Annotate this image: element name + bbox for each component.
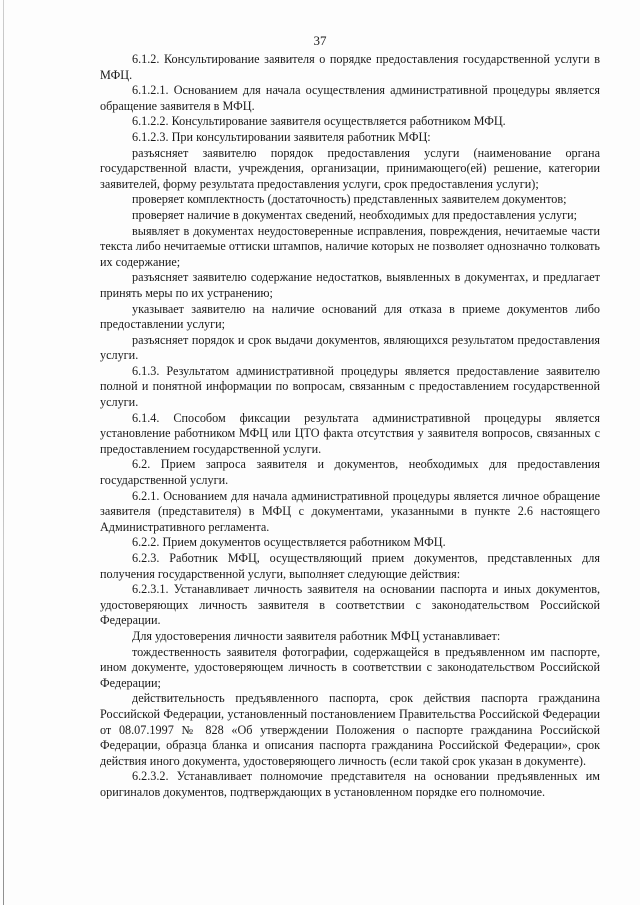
document-body xyxy=(100,52,600,801)
paragraph-6-2-3-2: 6.2.3.2. Устанавливает полномочие представителя на основании предъявленных им оригиналов документов, подтверждающих в установленном порядке его полномочие. xyxy=(100,769,600,799)
list-item-passport-validity: действительность предъявленного паспорта, срок действия паспорта гражданина Российской Федерации, установленный постановлением Правительства Российской Федерации от 08.07.1997 № 828 «Об утверждении Положения о паспорте гражданина Российской Федерации, образца бланка и описания паспорта гражданина Российской Федерации», срок действия иного документа, удостоверяющего личность (если такой срок указан в документе). xyxy=(100,691,600,768)
paragraph-6-2: 6.2. Прием запроса заявителя и документов, необходимых для предоставления государственной услуги. xyxy=(100,457,600,488)
list-item-refusal-grounds: указывает заявителю на наличие оснований для отказа в приеме документов либо предоставлении услуги; xyxy=(100,301,600,332)
paragraph-6-1-2: 6.1.2. Консультирование заявителя о порядке предоставления государственной услуги в МФЦ. xyxy=(100,52,600,82)
paragraph-6-1-2-2: 6.1.2.2. Консультирование заявителя осуществляется работником МФЦ. xyxy=(132,114,506,129)
list-item-explains-procedure: разъясняет заявителю порядок предоставления услуги (наименование органа государственной власти, учреждения, организации, принимающего(ей) решение, категории заявителей, форму результата предоставления услуги, срок предоставления услуги); xyxy=(100,145,600,191)
paragraph-6-1-4: 6.1.4. Способом фиксации результата административной процедуры является установление работником МФЦ или ЦТО факта отсутствия у заявителя вопросов, связанных с предоставлением государственной услуги. xyxy=(100,410,600,456)
list-item-checks-information: проверяет наличие в документах сведений, необходимых для предоставления услуги; xyxy=(132,207,578,222)
paragraph-6-2-1: 6.2.1. Основанием для начала административной процедуры является личное обращение заявителя (представителя) в МФЦ с документами, указанными в пункте 2.6 настоящего Административного регламента. xyxy=(100,488,600,534)
page-number: 37 xyxy=(313,33,327,48)
scan-edge-line xyxy=(3,0,4,905)
paragraph-identity-check-intro: Для удостоверения личности заявителя работник МФЦ устанавливает: xyxy=(132,628,501,643)
list-item-issuance-procedure: разъясняет порядок и срок выдачи документов, являющихся результатом предоставления услуги. xyxy=(100,332,600,363)
paragraph-6-2-2: 6.2.2. Прием документов осуществляется работником МФЦ. xyxy=(132,535,446,550)
list-item-explains-deficiencies: разъясняет заявителю содержание недостатков, выявленных в документах, и предлагает принять меры по их устранению; xyxy=(100,270,600,300)
list-item-photo-identity: тождественность заявителя фотографии, содержащейся в предъявленном им паспорте, ином документе, удостоверяющем личность в соответствии с законодательством Российской Федерации; xyxy=(100,644,600,690)
list-item-detects-corrections: выявляет в документах неудостоверенные исправления, повреждения, нечитаемые части текста либо нечитаемые оттиски штампов, наличие которых не позволяет однозначно толковать их содержание; xyxy=(100,223,600,269)
paragraph-6-2-3-1: 6.2.3.1. Устанавливает личность заявителя на основании паспорта и иных документов, удостоверяющих личность заявителя в соответствии с законодательством Российской Федерации. xyxy=(100,582,600,628)
list-item-checks-completeness: проверяет комплектность (достаточность) представленных заявителем документов; xyxy=(132,192,567,207)
paragraph-6-1-2-1: 6.1.2.1. Основанием для начала осуществления административной процедуры является обращение заявителя в МФЦ. xyxy=(100,83,600,113)
paragraph-6-1-3: 6.1.3. Результатом административной процедуры является предоставление заявителю полной и понятной информации по вопросам, связанным с предоставлением государственной услуги. xyxy=(100,363,600,410)
paragraph-6-2-3: 6.2.3. Работник МФЦ, осуществляющий прием документов, представленных для получения государственной услуги, выполняет следующие действия: xyxy=(100,551,600,581)
paragraph-6-1-2-3: 6.1.2.3. При консультировании заявителя работник МФЦ: xyxy=(132,129,431,144)
